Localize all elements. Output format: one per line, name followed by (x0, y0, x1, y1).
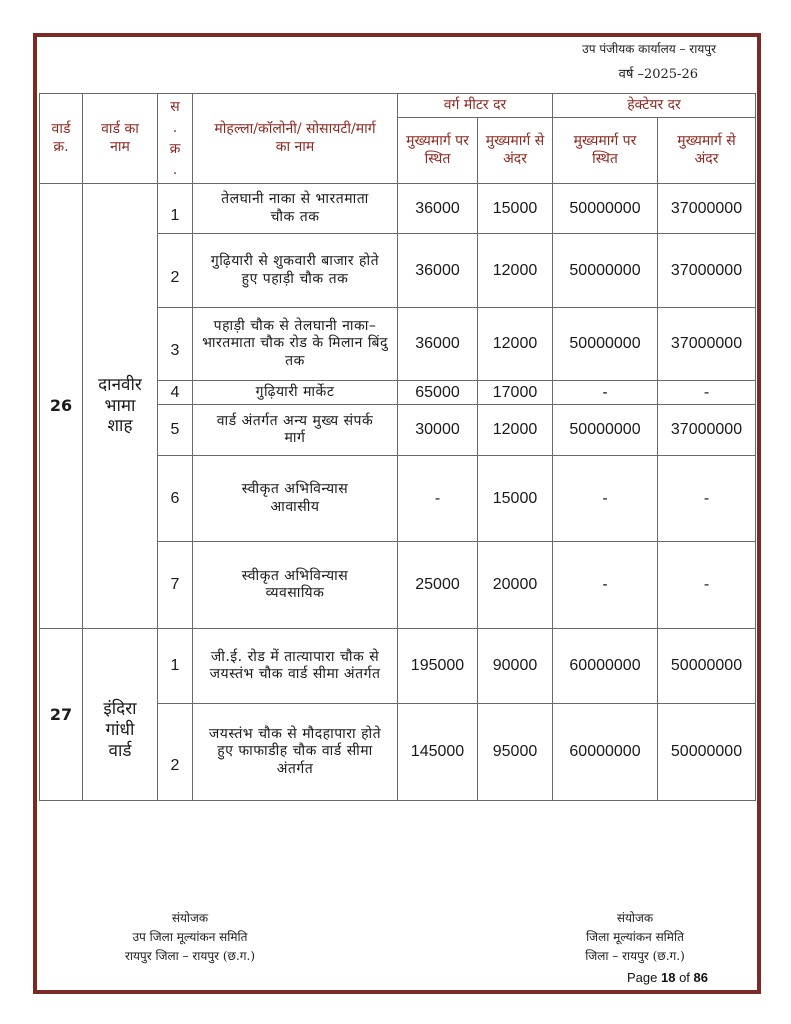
ha-on-main-road-rate: - (553, 381, 658, 405)
page-total: 86 (693, 970, 708, 985)
serial-number: 1 (158, 184, 193, 234)
ha-inside-rate: - (658, 456, 756, 542)
serial-number: 2 (158, 704, 193, 801)
ha-inside-rate: - (658, 381, 756, 405)
serial-number: 6 (158, 456, 193, 542)
header-serial-no: स . क्र . (158, 94, 193, 184)
committee-name: उप जिला मूल्यांकन समिति (132, 930, 248, 944)
serial-number: 7 (158, 542, 193, 629)
serial-number: 3 (158, 308, 193, 381)
page-of: of (679, 970, 690, 985)
locality-name: गुढ़ियारी मार्केट (193, 381, 398, 405)
locality-name: वार्ड अंतर्गत अन्य मुख्य संपर्क मार्ग (193, 405, 398, 456)
header-ha-inside-main-road: मुख्यमार्ग से अंदर (658, 118, 756, 184)
page-current: 18 (660, 970, 676, 985)
header-sqm-rate: वर्ग मीटर दर (398, 94, 553, 118)
serial-number: 4 (158, 381, 193, 405)
office-title: उप पंजीयक कार्यालय – रायपुर (582, 42, 716, 56)
ha-inside-rate: 37000000 (658, 234, 756, 308)
committee-location: जिला – रायपुर (छ.ग.) (585, 949, 685, 963)
table-row (40, 184, 756, 234)
ward-number: 26 (40, 184, 83, 629)
sqm-on-main-road-rate: 36000 (398, 308, 478, 381)
sqm-inside-rate: 15000 (478, 456, 553, 542)
ha-inside-rate: 37000000 (658, 405, 756, 456)
ha-on-main-road-rate: 50000000 (553, 405, 658, 456)
locality-name: स्वीकृत अभिविन्यास व्यवसायिक (193, 542, 398, 629)
committee-name: जिला मूल्यांकन समिति (586, 930, 684, 944)
sqm-inside-rate: 12000 (478, 405, 553, 456)
locality-name: जी.ई. रोड में तात्यापारा चौक से जयस्तंभ चौक वार्ड सीमा अंतर्गत (193, 629, 398, 704)
sqm-on-main-road-rate: 36000 (398, 234, 478, 308)
signature-title: संयोजक (616, 911, 654, 925)
sqm-on-main-road-rate: 65000 (398, 381, 478, 405)
serial-number: 2 (158, 234, 193, 308)
ward-name: दानवीर भामा शाह (83, 184, 158, 629)
signature-block-district-committee (540, 909, 730, 966)
serial-number: 5 (158, 405, 193, 456)
committee-location: रायपुर जिला – रायपुर (छ.ग.) (124, 949, 256, 963)
table-row (40, 629, 756, 704)
sqm-on-main-road-rate: 25000 (398, 542, 478, 629)
header-sqm-inside-main-road: मुख्यमार्ग से अंदर (478, 118, 553, 184)
ha-on-main-road-rate: 50000000 (553, 184, 658, 234)
ha-inside-rate: - (658, 542, 756, 629)
ha-on-main-road-rate: - (553, 456, 658, 542)
serial-number: 1 (158, 629, 193, 704)
header-ha-on-main-road: मुख्यमार्ग पर स्थित (553, 118, 658, 184)
sqm-inside-rate: 90000 (478, 629, 553, 704)
signature-title: संयोजक (171, 911, 209, 925)
sqm-on-main-road-rate: 195000 (398, 629, 478, 704)
header-ward-no: वार्ड क्र. (40, 94, 83, 184)
sqm-inside-rate: 20000 (478, 542, 553, 629)
locality-name: स्वीकृत अभिविन्यास आवासीय (193, 456, 398, 542)
ha-inside-rate: 50000000 (658, 704, 756, 801)
page-number (588, 970, 708, 985)
sqm-inside-rate: 15000 (478, 184, 553, 234)
ha-on-main-road-rate: 60000000 (553, 704, 658, 801)
sqm-inside-rate: 95000 (478, 704, 553, 801)
page-prefix: Page (626, 970, 658, 985)
locality-name: गुढ़ियारी से शुकवारी बाजार होते हुए पहाड़ी चौक तक (193, 234, 398, 308)
ward-name: इंदिरा गांधी वार्ड (83, 629, 158, 801)
header-locality: मोहल्ला/कॉलोनी/ सोसायटी/मार्ग का नाम (193, 94, 398, 184)
ha-on-main-road-rate: 60000000 (553, 629, 658, 704)
year-label: वर्ष –2025-26 (618, 67, 698, 82)
sqm-inside-rate: 12000 (478, 308, 553, 381)
sqm-inside-rate: 17000 (478, 381, 553, 405)
sqm-on-main-road-rate: - (398, 456, 478, 542)
header-sqm-on-main-road: मुख्यमार्ग पर स्थित (398, 118, 478, 184)
locality-name: जयस्तंभ चौक से मौदहापारा होते हुए फाफाडीह चौक वार्ड सीमा अंतर्गत (193, 704, 398, 801)
signature-block-sub-district-committee (70, 909, 310, 966)
ha-inside-rate: 50000000 (658, 629, 756, 704)
sqm-on-main-road-rate: 30000 (398, 405, 478, 456)
ha-inside-rate: 37000000 (658, 308, 756, 381)
header-ward-name: वार्ड का नाम (83, 94, 158, 184)
ha-on-main-road-rate: - (553, 542, 658, 629)
sqm-on-main-road-rate: 36000 (398, 184, 478, 234)
sqm-inside-rate: 12000 (478, 234, 553, 308)
locality-name: पहाड़ी चौक से तेलघानी नाका–भारतमाता चौक रोड के मिलान बिंदु तक (193, 308, 398, 381)
ha-on-main-road-rate: 50000000 (553, 308, 658, 381)
ha-on-main-road-rate: 50000000 (553, 234, 658, 308)
locality-name: तेलघानी नाका से भारतमाता चौक तक (193, 184, 398, 234)
ward-number: 27 (40, 629, 83, 801)
header-hectare-rate: हेक्टेयर दर (553, 94, 756, 118)
sqm-on-main-road-rate: 145000 (398, 704, 478, 801)
rates-table (39, 93, 756, 801)
ha-inside-rate: 37000000 (658, 184, 756, 234)
